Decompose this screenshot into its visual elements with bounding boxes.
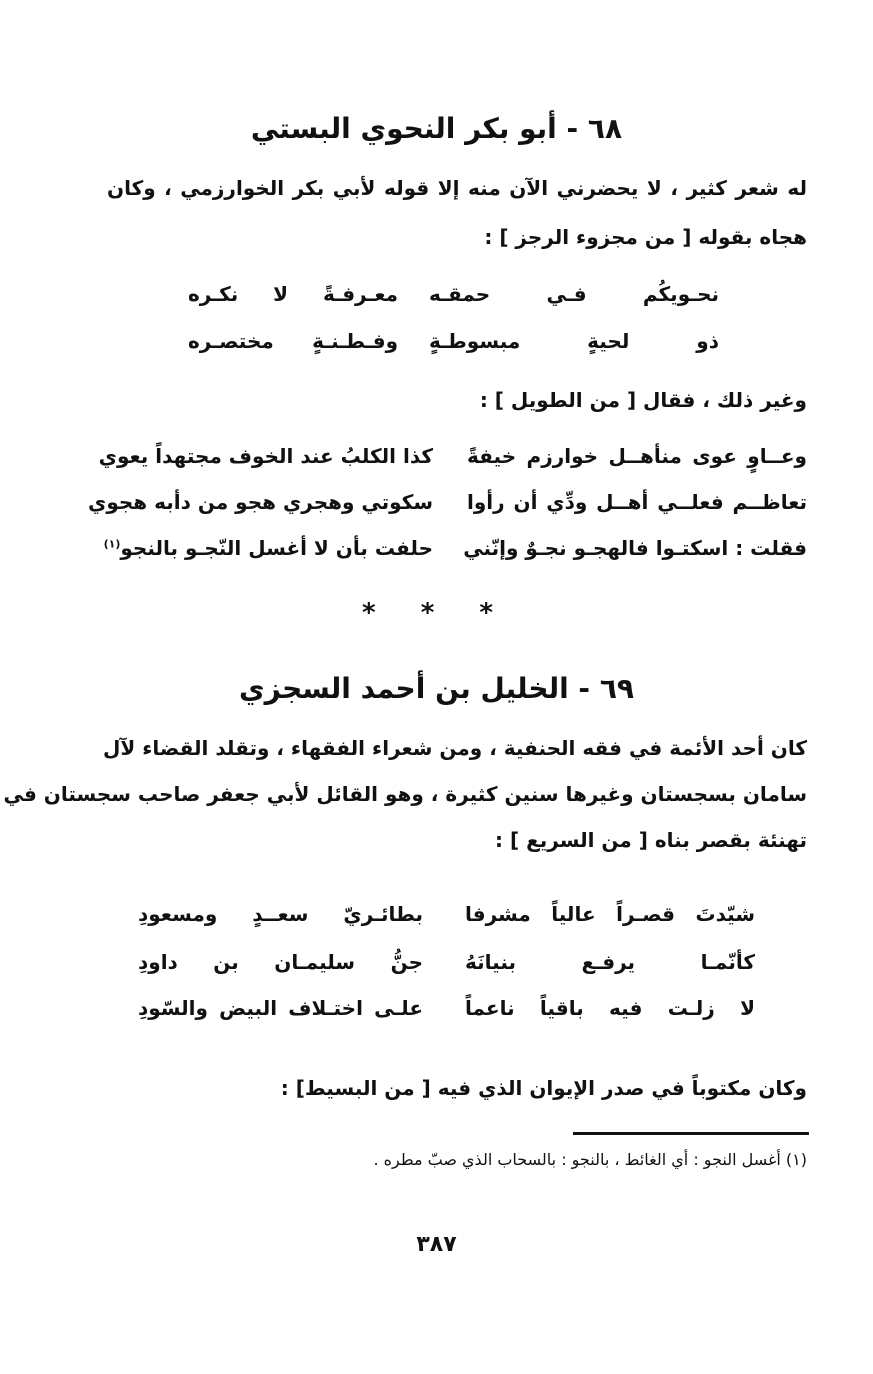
poem2-verse-1-first-hemistich: وعــاوٍ عوى منأهــل خوارزم خيفةً: [467, 444, 807, 468]
section-separator: * * *: [362, 598, 511, 628]
poem2-verse-3-first-hemistich: فقلت : اسكتـوا فالهجـو نجـوٌ وإنّني: [463, 536, 807, 560]
section-68-intro-line-2: هجاه بقوله [ من مجزوء الرجز ] :: [484, 225, 807, 249]
section-69-intro-line-1: كان أحد الأئمة في فقه الحنفية ، ومن شعراء الفقهاء ، وتقلد القضاء لآل: [102, 736, 807, 760]
section-68-intro-line-1: له شعر كثير ، لا يحضرني الآن منه إلا قوله لأبي بكر الخوارزمي ، وكان: [107, 176, 807, 200]
poem3-verse-1-second-hemistich: بطائـريّ سعــدٍ ومسعودِ: [138, 902, 423, 926]
poem3-verse-3-second-hemistich: علـى اختـلاف البيض والسّودِ: [138, 996, 423, 1020]
section-68-heading: ٦٨ - أبو بكر النحوي البستي: [250, 112, 623, 145]
poem3-verse-3-first-hemistich: لا زلـت فيه باقياً ناعماً: [465, 996, 755, 1020]
section-69-closing: وكان مكتوباً في صدر الإيوان الذي فيه [ من البسيط] :: [280, 1076, 807, 1100]
poem2-verse-3-second-hemistich: [103, 536, 433, 560]
poem3-verse-1-first-hemistich: شيّدتَ قصـراً عالياً مشرفا: [465, 902, 755, 926]
poem2-verse-1-second-hemistich: كذا الكلبُ عند الخوف مجتهداً يعوي: [98, 444, 433, 468]
poem1-verse-2-first-hemistich: ذو لحيةٍ مبسوطـةٍ: [429, 329, 719, 353]
section-69-heading: ٦٩ - الخليل بن أحمد السجزي: [239, 672, 634, 705]
poem2-verse-2-first-hemistich: تعاظــم فعلــي أهــل ودِّي أن رأوا: [467, 490, 807, 514]
poem2-verse-2-second-hemistich: سكوتي وهجري هجو من دأبه هجوي: [88, 490, 433, 514]
section-68-transition: وغير ذلك ، فقال [ من الطويل ] :: [479, 388, 807, 412]
poem1-verse-1-second-hemistich: معـرفـةً لا نكـره: [188, 282, 398, 306]
poem3-verse-2-second-hemistich: جنُّ سليمـان بن داودِ: [138, 950, 423, 974]
footnote-rule: [573, 1132, 809, 1135]
footnote-mark: (١): [103, 537, 121, 551]
poem1-verse-2-second-hemistich: وفـطـنـةٍ مختصـره: [188, 329, 398, 353]
section-69-intro-line-3: تهنئة بقصر بناه [ من السريع ] :: [495, 828, 807, 852]
section-69-intro-line-2: سامان بسجستان وغيرها سنين كثيرة ، وهو القائل لأبي جعفر صاحب سجستان في: [3, 782, 807, 806]
poem2-verse-3-second-hemistich-text: حلفت بأن لا أغسل النّجـو بالنجو: [120, 536, 433, 560]
poem1-verse-1-first-hemistich: نحـويكُم فـي حمقـه: [429, 282, 719, 306]
page-number: ٣٨٧: [416, 1232, 457, 1257]
poem3-verse-2-first-hemistich: كأنّمـا يرفـع بنيانَهُ: [465, 950, 755, 974]
footnote-text: (١) أغسل النجو : أي الغائط ، بالنجو : بالسحاب الذي صبّ مطره .: [373, 1150, 807, 1169]
